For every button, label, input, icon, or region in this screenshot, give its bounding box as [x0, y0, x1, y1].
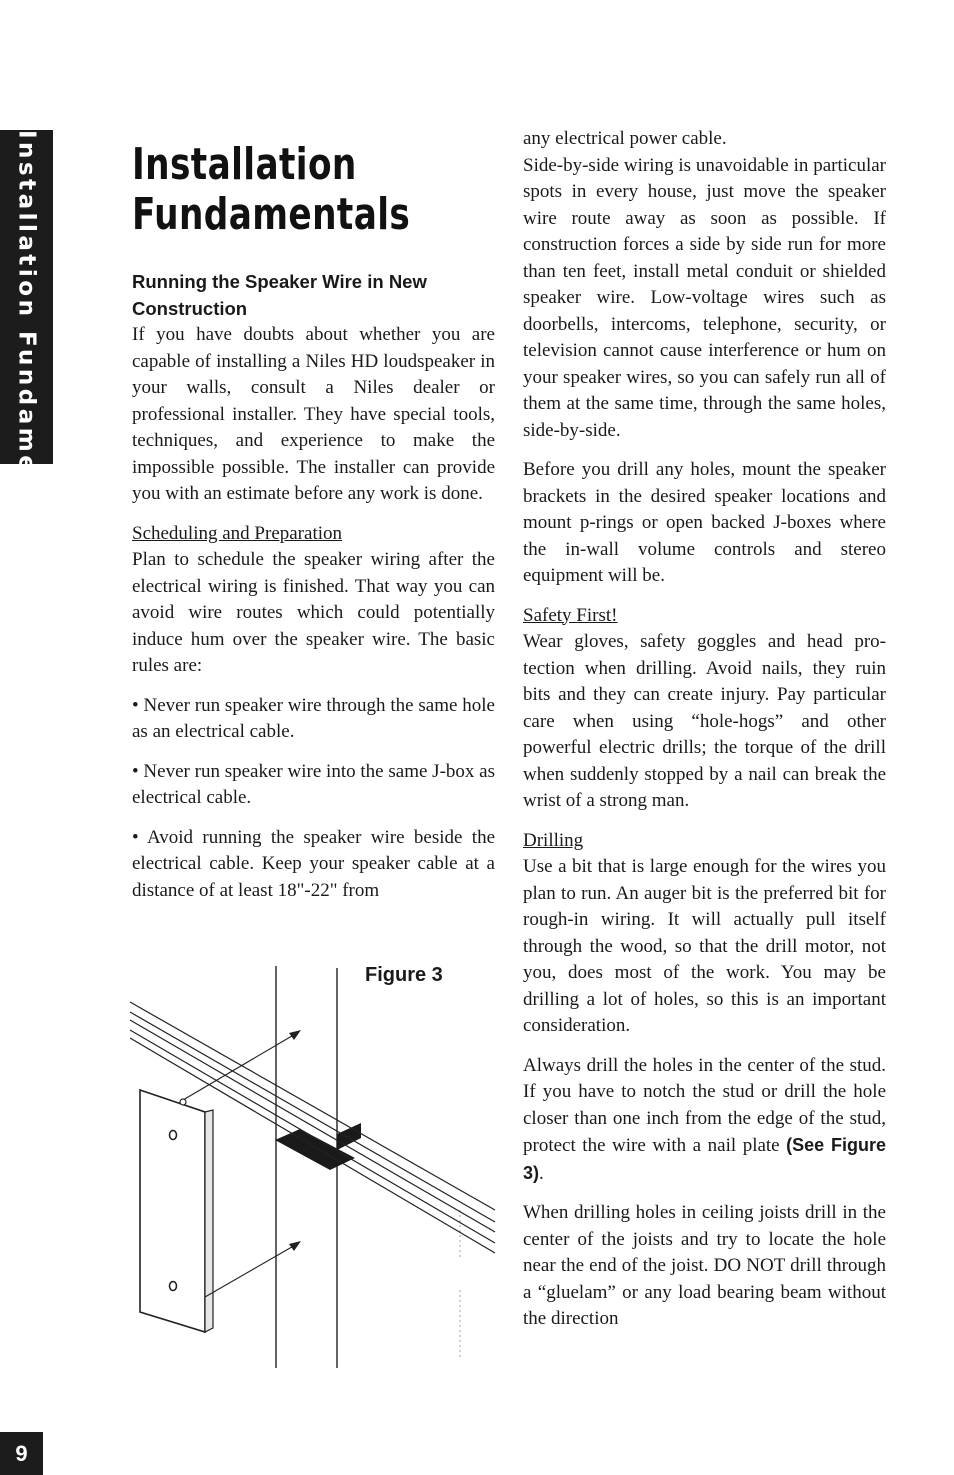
nail-plate [140, 1090, 205, 1332]
figure-reference: (See Figure 3) [523, 1135, 886, 1183]
side-tab-label: Installation Fundamentals [13, 130, 40, 557]
scheduling-heading: Scheduling and Preparation [132, 522, 343, 544]
figure-3 [125, 960, 500, 1370]
rule-3-continued-text: any electrical power cable. [523, 128, 727, 149]
scheduling-text: Plan to schedule the speaker wiring after the electrical wiring is finished. That way you can avoid wire routes which could potentially induce hum over the speaker wire. The basic rules are: [132, 549, 495, 676]
arrow-lower [205, 1244, 297, 1297]
right-column [523, 126, 886, 1333]
before-drill-paragraph: Before you drill any holes, mount the speaker brackets in the desired speaker locations and mount p-rings or open backed J-boxes where the in-wall volume controls and stereo equipment will be. [523, 459, 886, 586]
title-line-2: Fundamentals [132, 189, 411, 240]
side-tab [0, 130, 53, 557]
intro-text: If you have doubts about whether you are capable of installing a Niles HD loudspeaker in your walls, consult a Niles dealer or professional installer. They have special tools, techniques, and experience to make the impossible possible. The installer can provide you with an estimate before any work is done. [132, 324, 495, 504]
arrow-lower-head [289, 1241, 301, 1251]
safety-paragraph [523, 603, 886, 815]
page-title [132, 140, 410, 240]
plate-hole-top [170, 1131, 177, 1140]
safety-text: Wear gloves, safety goggles and head protection when drilling. Avoid nails, they ruin bits and they can create injury. Pay particular care when using “hole-hogs” and other powerful electric drills; the torque of the drill when suddenly stopped by a nail can break the wrist of a strong man. [523, 631, 886, 811]
rule-3-continued [523, 126, 886, 444]
figure-label: Figure 3 [365, 964, 443, 986]
plate-hole-bottom [170, 1282, 177, 1291]
safety-heading: Safety First! [523, 604, 618, 626]
rule-3: • Avoid running the speaker wire beside the electrical cable. Keep your speaker cable at a distance of at least 18"-22" from [132, 826, 495, 901]
left-column [132, 269, 495, 904]
arrow-upper [183, 1033, 297, 1100]
side-by-side-text: Side-by-side wiring is unavoidable in particular spots in every house, just move the speaker wire route away as soon as possible. If construction forces a side by side run for more than ten feet, install metal conduit or shielded speaker wire. Low-voltage wires such as doorbells, intercoms, telephone, security, or television cannot cause interference or hum on your speaker wires, so you can safely run all of them at the same time, through the same holes, side-by-side. [523, 154, 886, 441]
drilling-text: Use a bit that is large enough for the wires you plan to run. An auger bit is the preferred bit for rough-in wiring. It will actually pull itself through the wood, so that the drill motor, not you, does most of the work. You may be drilling a lot of holes, so this is an important consideration. [523, 856, 886, 1036]
drilling-heading: Drilling [523, 829, 584, 851]
center-of-stud-paragraph [523, 1053, 886, 1188]
ceiling-joists-paragraph: When drilling holes in ceiling joists drill in the center of the joists and try to locate the hole near the end of the joist. DO NOT drill through a “gluelam” or any load bearing beam without the direction [523, 1202, 886, 1329]
nail-plate-illustration [125, 960, 500, 1370]
rule-2: • Never run speaker wire into the same J-box as electrical cable. [132, 760, 495, 808]
center-of-stud-text: Always drill the holes in the center of the stud. If you have to notch the stud or drill the hole closer than one inch from the edge of the stud, protect the wire with a nail plate [523, 1054, 886, 1156]
drilling-paragraph [523, 828, 886, 1040]
section-heading: Running the Speaker Wire in New Construction [132, 271, 427, 319]
arrow-upper-head [289, 1030, 301, 1040]
center-of-stud-end: . [539, 1162, 544, 1184]
scheduling-paragraph [132, 521, 495, 680]
nail-head [180, 1099, 186, 1105]
intro-paragraph [132, 269, 495, 508]
page-number: 9 [0, 1432, 43, 1475]
rule-1: • Never run speaker wire through the same hole as an electrical cable. [132, 694, 495, 742]
nail-plate-edge [205, 1110, 213, 1332]
title-line-1: Installation [132, 139, 357, 190]
